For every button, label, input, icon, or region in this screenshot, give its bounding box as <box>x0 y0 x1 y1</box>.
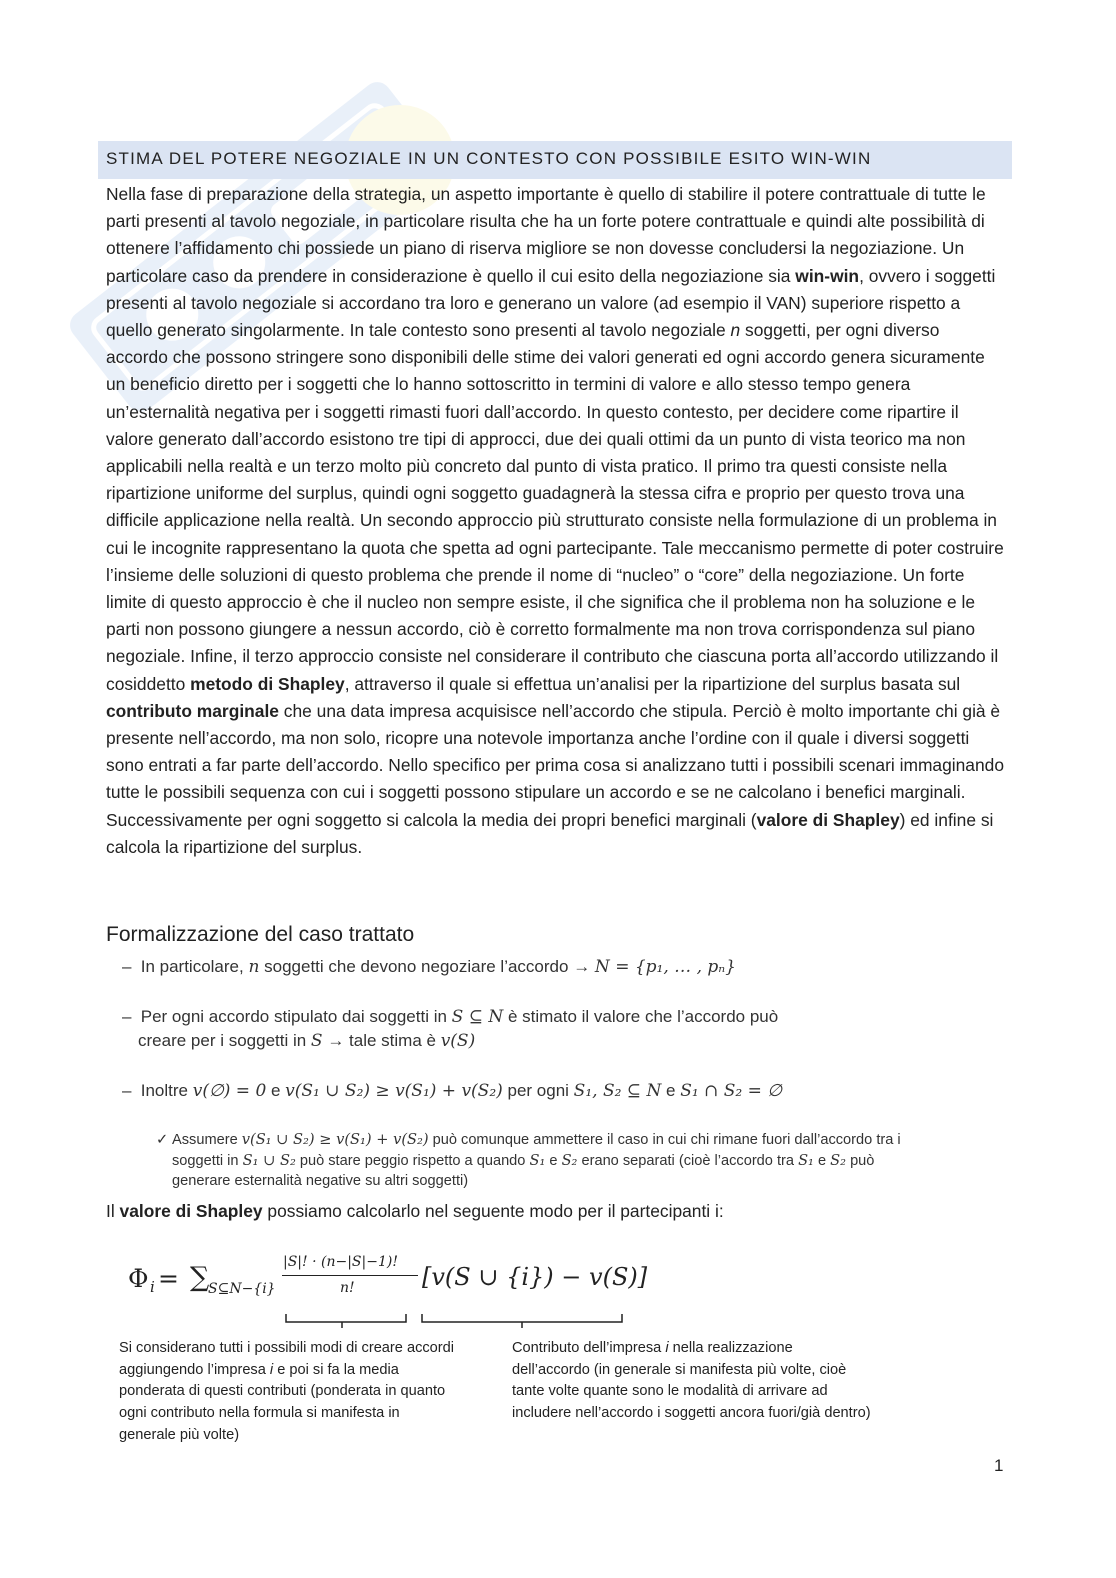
shapley-intro <box>106 1201 724 1222</box>
bullet-text: Per ogni accordo stipulato dai soggetti in <box>140 1007 452 1026</box>
intro-text: Il <box>106 1201 120 1221</box>
fraction-denominator: n! <box>340 1280 355 1296</box>
math-note: S₂ <box>561 1151 578 1169</box>
text-run: ) ed infine si calcola la ripartizione del surplus. <box>106 809 994 857</box>
fraction-numerator: |S|! · (n−|S|−1)! <box>283 1254 398 1270</box>
math-note: S₁ ∪ S₂ <box>242 1151 296 1169</box>
underbrace-right <box>422 1314 622 1328</box>
bullet-text: soggetti che devono negoziare l’accordo <box>259 957 574 976</box>
arrow-icon: → <box>573 957 591 976</box>
note-text: può generare esternalità negative su altri soggetti) <box>172 1152 875 1189</box>
math-set-n: N = {p₁, … , pₙ} <box>594 957 736 977</box>
bullet-item-2 <box>122 1005 778 1053</box>
bold-term-win-win: win-win <box>795 265 860 286</box>
math-note: S₂ <box>830 1151 847 1169</box>
note-text: può stare peggio rispetto a quando <box>295 1152 530 1169</box>
bullet-text: tale stima è <box>344 1031 441 1050</box>
note-text: erano separati (cioè l’accordo tra <box>577 1152 799 1169</box>
dash-marker: – <box>122 1007 132 1026</box>
math-superadditivity: v(S₁ ∪ S₂) ≥ v(S₁) + v(S₂) <box>285 1081 503 1101</box>
phi-symbol: Φ <box>128 1264 149 1293</box>
text-run: che una data impresa acquisisce nell’accordo che stipula. Perciò è molto importante chi già è presente nell’accordo, ma non solo, ricopre una notevole importanza anche l’ordine con il quale i diversi soggetti sono entrati a far parte dell’accordo. Nello specifico per prima cosa si analizzano tutti i possibili scenari immaginando tutte le possibili sequenza con cui i soggetti possono stipulare un accordo e se ne calcolano i benefici marginali. Successivamente per ogni soggetto si calcola la media dei propri benefici marginali ( <box>106 700 1004 830</box>
bullet-text: è stimato il valore che l’accordo può <box>503 1007 779 1026</box>
shapley-formula <box>128 1250 648 1310</box>
note-text: Assumere <box>172 1132 242 1148</box>
page-number: 1 <box>994 1456 1004 1475</box>
dash-marker: – <box>122 957 132 976</box>
math-note: S₁ <box>798 1151 814 1169</box>
phi-subscript: i <box>150 1278 155 1296</box>
math-v-empty: v(∅) = 0 <box>192 1081 267 1101</box>
check-icon: ✓ <box>156 1132 169 1148</box>
page-title: STIMA DEL POTERE NEGOZIALE IN UN CONTESTO CON POSSIBILE ESITO WIN-WIN <box>106 149 872 168</box>
fraction-bar <box>282 1275 418 1276</box>
check-note <box>156 1130 916 1192</box>
section-heading: Formalizzazione del caso trattato <box>106 923 415 946</box>
bullet-item-1 <box>122 955 736 979</box>
caption-italic-i: i <box>665 1340 669 1356</box>
caption-text: Contributo dell’impresa <box>512 1340 666 1356</box>
math-disjoint: S₁ ∩ S₂ = ∅ <box>680 1081 783 1101</box>
math-note: S₁ <box>529 1151 546 1169</box>
text-run: , attraverso il quale si effettua un’analisi per la ripartizione del surplus basata sul <box>344 673 961 694</box>
caption-italic-i: i <box>269 1361 274 1378</box>
caption-text: nella realizzazione dell’accordo (in generale si manifesta più volte, cioè tante volte quante sono le modalità di arrivare ad includere nell’accordo i soggetti ancora fuori/già dentro) <box>512 1340 871 1422</box>
arrow-icon: → <box>327 1031 345 1050</box>
bullet-text: In particolare, <box>140 957 249 976</box>
math-note: v(S₁ ∪ S₂) ≥ v(S₁) + v(S₂) <box>241 1131 429 1148</box>
note-text: può comunque ammettere il caso in cui chi rimane fuori dall’accordo tra i soggetti in <box>172 1132 901 1169</box>
math-s: S <box>310 1031 323 1051</box>
equals-sign: = <box>158 1264 179 1293</box>
bullet-text: e <box>266 1081 286 1100</box>
caption-text: e poi si fa la media ponderata di questi contributi (ponderata in quanto ogni contributo nella formula si manifesta in generale più volte) <box>119 1361 446 1443</box>
math-s1-s2: S₁, S₂ ⊆ N <box>573 1081 662 1101</box>
bullet-text: creare per i soggetti in <box>138 1031 311 1050</box>
intro-text: possiamo calcolarlo nel seguente modo per il partecipanti i: <box>262 1201 724 1221</box>
text-run: Nella fase di preparazione della strategia, un aspetto importante è quello di stabilire il potere contrattuale di tutte le parti presenti al tavolo negoziale, in particolare risulta che ha un forte potere contrattuale e quindi alte possibilità di ottenere l’affidamento chi possiede un piano di riserva migliore se non dovesse concludersi la negoziazione. Un particolare caso da prendere in considerazione è quello il cui esito della negoziazione sia <box>106 184 986 286</box>
bullet-text: per ogni <box>502 1081 574 1100</box>
caption-text: Si considerano tutti i possibili modi di creare accordi aggiungendo l’impresa <box>119 1340 455 1378</box>
sum-subscript: S⊆N−{i} <box>208 1281 276 1297</box>
bullet-item-3 <box>122 1079 782 1103</box>
sum-symbol: ∑ <box>190 1262 210 1293</box>
bold-term-shapley-value: valore di Shapley <box>756 809 900 830</box>
note-text: e <box>545 1152 562 1169</box>
math-subset: S ⊆ N <box>451 1007 504 1027</box>
italic-n: n <box>730 320 741 341</box>
text-run: soggetti, per ogni diverso accordo che possono stringere sono disponibili delle stime dei valori generati ed ogni accordo genera sicuramente un beneficio diretto per i soggetti che lo hanno sottoscritto in termini di valore e allo stesso tempo genera un’esternalità negativa per i soggetti rimasti fuori dall’accordo. In questo contesto, per decidere come ripartire il valore generato dall’accordo esistono tre tipi di approcci, due dei quali ottimi da un punto di vista teorico ma non applicabili nella realtà e un terzo molto più concreto dal punto di vista pratico. Il primo tra questi consiste nella ripartizione uniforme del surplus, quindi ogni soggetto guadagnerà la stessa cifra e proprio per questo trova una difficile applicazione nella realtà. Un secondo approccio più strutturato consiste nella formulazione di un problema in cui le incognite rappresentano la quota che spetta ad ogni partecipante. Tale meccanismo permette di poter costruire l’insieme delle soluzioni di questo problema che prende il nome di “nucleo” o “core” della negoziazione. Un forte limite di questo approccio è che il nucleo non sempre esiste, il che significa che il problema non ha soluzione e le parti non possono giungere a nessun accordo, ciò è corretto formalmente ma non trova corrispondenza sul piano negoziale. Infine, il terzo approccio consiste nel considerare il contributo che ciascuna porta all’accordo utilizzando il cosiddetto <box>106 320 1004 694</box>
math-n: n <box>248 957 260 977</box>
underbraces <box>270 1312 640 1334</box>
main-paragraph <box>106 181 1006 861</box>
bullet-text: e <box>661 1081 681 1100</box>
caption-right <box>512 1338 872 1425</box>
marginal-expression: [v(S ∪ {i}) − v(S)] <box>422 1263 648 1291</box>
math-v-s: v(S) <box>440 1031 476 1051</box>
bullet-text: Inoltre <box>140 1081 193 1100</box>
underbrace-left <box>286 1314 406 1328</box>
caption-left <box>119 1338 459 1447</box>
bold-term-shapley-value: valore di Shapley <box>119 1201 263 1221</box>
bold-term-shapley-method: metodo di Shapley <box>190 673 345 694</box>
dash-marker: – <box>122 1081 132 1100</box>
note-text: e <box>813 1152 831 1169</box>
bold-term-marginal-contribution: contributo marginale <box>106 700 279 721</box>
text-run: , ovvero i soggetti presenti al tavolo negoziale si accordano tra loro e generano un valore (ad esempio il VAN) superiore rispetto a quello generato singolarmente. In tale contesto sono presenti al tavolo negoziale <box>106 265 996 341</box>
